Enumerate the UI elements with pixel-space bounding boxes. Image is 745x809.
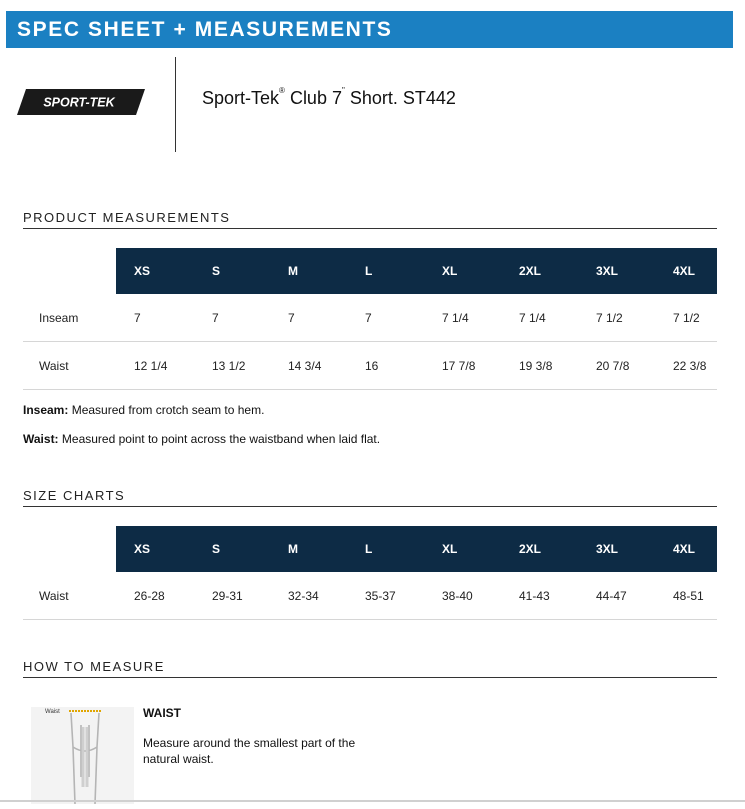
illustration-waist-label: Waist	[45, 709, 60, 715]
size-header-4xl: 4XL	[655, 526, 717, 572]
page-bottom-divider	[0, 800, 745, 802]
size-header-xs: XS	[116, 248, 194, 294]
table-row	[23, 294, 717, 342]
product-measurements-table	[23, 248, 717, 390]
waist-measure-heading: WAIST	[143, 706, 181, 720]
size-header-4xl: 4XL	[655, 248, 717, 294]
size-charts-heading: SIZE CHARTS	[23, 490, 717, 507]
table-cell: 7 1/4	[501, 294, 578, 342]
table-cell: 7	[270, 294, 347, 342]
table-cell: 7	[347, 294, 424, 342]
table-cell: 32-34	[270, 572, 347, 620]
table-cell: 7 1/2	[578, 294, 655, 342]
row-label: Waist	[23, 342, 116, 390]
logo-text: SPORT-TEK	[43, 95, 115, 110]
table-cell: 7	[194, 294, 270, 342]
waist-note: Waist: Measured point to point across the waistband when laid flat.	[23, 432, 381, 446]
table-cell: 16	[347, 342, 424, 390]
table-header-row	[23, 526, 717, 572]
table-cell: 48-51	[655, 572, 717, 620]
size-header-3xl: 3XL	[578, 248, 655, 294]
header-blank-cell	[23, 248, 116, 294]
table-cell: 14 3/4	[270, 342, 347, 390]
table-cell: 29-31	[194, 572, 270, 620]
table-cell: 38-40	[424, 572, 501, 620]
table-row	[23, 572, 717, 620]
product-measurements-heading: PRODUCT MEASUREMENTS	[23, 212, 717, 229]
table-cell: 19 3/8	[501, 342, 578, 390]
table-header-row	[23, 248, 717, 294]
table-cell: 44-47	[578, 572, 655, 620]
table-cell: 41-43	[501, 572, 578, 620]
table-cell: 7	[116, 294, 194, 342]
table-cell: 20 7/8	[578, 342, 655, 390]
size-header-m: M	[270, 526, 347, 572]
table-cell: 26-28	[116, 572, 194, 620]
size-header-m: M	[270, 248, 347, 294]
size-charts-table	[23, 526, 717, 620]
size-header-s: S	[194, 248, 270, 294]
waist-measure-instruction: Measure around the smallest part of the natural waist.	[143, 736, 356, 766]
page-banner	[6, 11, 733, 48]
table-cell: 12 1/4	[116, 342, 194, 390]
inseam-note: Inseam: Measured from crotch seam to hem.	[23, 403, 265, 417]
table-cell: 7 1/2	[655, 294, 717, 342]
table-cell: 17 7/8	[424, 342, 501, 390]
banner-title: SPEC SHEET + MEASUREMENTS	[17, 18, 393, 41]
table-row	[23, 342, 717, 390]
size-header-2xl: 2XL	[501, 526, 578, 572]
table-cell: 13 1/2	[194, 342, 270, 390]
table-cell: 7 1/4	[424, 294, 501, 342]
size-header-xl: XL	[424, 526, 501, 572]
size-header-3xl: 3XL	[578, 526, 655, 572]
size-header-l: L	[347, 526, 424, 572]
size-header-s: S	[194, 526, 270, 572]
size-header-l: L	[347, 248, 424, 294]
size-header-2xl: 2XL	[501, 248, 578, 294]
header-divider	[175, 57, 176, 152]
sport-tek-logo	[17, 89, 145, 115]
table-cell: 35-37	[347, 572, 424, 620]
size-header-xl: XL	[424, 248, 501, 294]
product-title: Sport-Tek® Club 7" Short. ST442	[202, 86, 456, 108]
waist-measure-illustration	[31, 707, 134, 804]
row-label: Inseam	[23, 294, 116, 342]
row-label: Waist	[23, 572, 116, 620]
table-cell: 22 3/8	[655, 342, 717, 390]
size-header-xs: XS	[116, 526, 194, 572]
how-to-measure-heading: HOW TO MEASURE	[23, 661, 717, 678]
header-blank-cell	[23, 526, 116, 572]
